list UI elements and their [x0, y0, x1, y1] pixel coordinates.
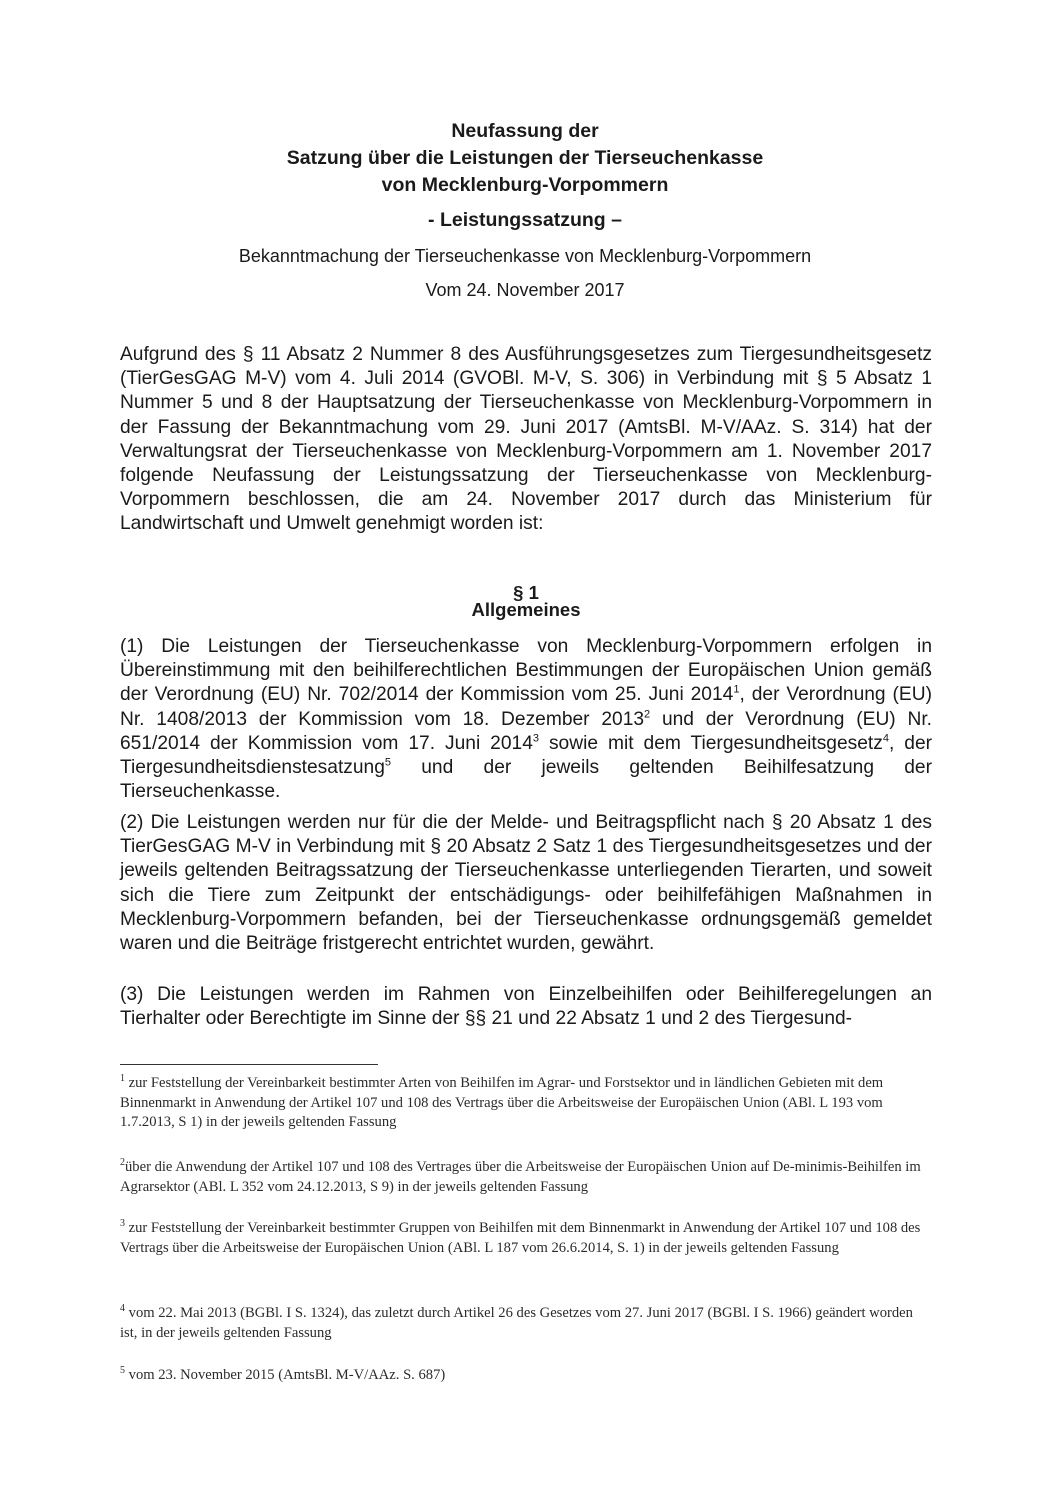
footnote-mark: 5 — [120, 1365, 125, 1377]
announcement: Bekanntmachung der Tierseuchenkasse von Mecklenburg-Vorpommern — [238, 246, 812, 266]
footnote-4 — [120, 1304, 932, 1343]
footnote-divider — [120, 1064, 378, 1065]
footnote-ref-3: 3 — [532, 732, 539, 745]
title-line-2: Satzung über die Leistungen der Tierseuchenkasse — [286, 147, 764, 169]
footnote-1 — [120, 1074, 932, 1133]
footnote-text: vom 22. Mai 2013 (BGBl. I S. 1324), das zuletzt durch Artikel 26 des Gesetzes vom 27. Juni 2017 (BGBl. I S. 1966) geändert worden ist, in der jeweils geltenden Fassung — [120, 1305, 913, 1341]
footnote-text: zur Feststellung der Vereinbarkeit bestimmter Arten von Beihilfen im Agrar- und Forstsektor und in ländlichen Gebieten mit dem Binnenmarkt in Anwendung der Artikel 107 und 108 des Vertrags über die Arbeitsweise der Europäischen Union (ABl. L 193 vom 1.7.2013, S 1) in der jeweils geltenden Fassung — [120, 1075, 884, 1130]
footnote-text: über die Anwendung der Artikel 107 und 108 des Vertrages über die Arbeitsweise der Europäischen Union auf De-minimis-Beihilfen im Agrarsektor (ABl. L 352 vom 24.12.2013, S 9) in der jeweils geltenden Fassung — [120, 1159, 921, 1195]
footnote-text: vom 23. November 2015 (AmtsBl. M-V/AAz. S. 687) — [125, 1367, 446, 1383]
p1-text-a: (1) Die Leistungen der Tierseuchenkasse von Mecklenburg-Vorpommern erfolgen in Übereinstimmung mit den beihilferechtlichen Bestimmungen der Europäischen Union gemäß der Verordnung (EU) Nr. 702/2014 der Kommission vom 25. Juni 2014 — [120, 636, 932, 706]
footnote-text: zur Feststellung der Vereinbarkeit bestimmter Gruppen von Beihilfen mit dem Binnenmarkt in Anwendung der Artikel 107 und 108 des Vertrags über die Arbeitsweise der Europäischen Union (ABl. L 187 vom 26.6.2014, S. 1) in der jeweils geltenden Fassung — [120, 1220, 921, 1256]
section-number: § 1 — [513, 582, 539, 603]
publication-date: Vom 24. November 2017 — [425, 280, 625, 300]
p1-text-d: sowie mit dem Tiergesundheitsgesetz — [539, 732, 883, 754]
subtitle: - Leistungssatzung – — [428, 209, 622, 231]
section-title: Allgemeines — [471, 599, 581, 620]
title-block — [120, 118, 930, 301]
p1-text-e: , der Tiergesundheitsdienstesatzung — [120, 732, 933, 779]
p1-text-c: und der Verordnung (EU) Nr. 651/2014 der Kommission vom 17. Juni 2014 — [120, 708, 932, 754]
footnote-mark: 4 — [120, 1303, 125, 1315]
title-line-3: von Mecklenburg-Vorpommern — [381, 174, 669, 196]
title-line-1: Neufassung der — [451, 120, 599, 142]
footnote-5 — [120, 1366, 932, 1386]
footnote-3 — [120, 1219, 932, 1258]
footnote-ref-4: 4 — [882, 732, 889, 745]
p1-text-b: , der Verordnung (EU) Nr. 1408/2013 der Kommission vom 18. Dezember 2013 — [120, 684, 932, 730]
footnote-2 — [120, 1158, 932, 1197]
paragraph-3: (3) Die Leistungen werden im Rahmen von Einzelbeihilfen oder Beihilferegelungen an Tierhalter oder Berechtigte im Sinne der §§ 21 und 22 Absatz 1 und 2 des Tiergesund- — [120, 984, 932, 1030]
intro-paragraph: Aufgrund des § 11 Absatz 2 Nummer 8 des Ausführungsgesetzes zum Tiergesundheitsgesetz (TierGesGAG M-V) vom 4. Juli 2014 (GVOBl. M-V, S. 306) in Verbindung mit § 5 Absatz 1 Nummer 5 und 8 der Hauptsatzung der Tierseuchenkasse von Mecklenburg-Vorpommern in der Fassung der Bekanntmachung vom 29. Juni 2017 (AmtsBl. M-V/AAz. S. 314) hat der Verwaltungsrat der Tierseuchenkasse von Mecklenburg-Vorpommern am 1. November 2017 folgende Neufassung der Leistungssatzung der Tierseuchenkasse von Mecklenburg-Vorpommern beschlossen, die am 24. November 2017 durch das Ministerium für Landwirtschaft und Umwelt genehmigt worden ist: — [120, 344, 932, 535]
paragraph-1 — [120, 635, 932, 804]
footnote-mark: 1 — [120, 1073, 125, 1085]
footnote-ref-2: 2 — [644, 708, 651, 721]
p1-text-f: und der jeweils geltenden Beihilfesatzung der Tierseuchenkasse. — [120, 757, 932, 803]
footnote-ref-1: 1 — [733, 684, 740, 697]
footnote-mark: 3 — [120, 1218, 125, 1230]
footnote-mark: 2 — [120, 1157, 125, 1169]
footnote-ref-5: 5 — [384, 756, 392, 769]
paragraph-2: (2) Die Leistungen werden nur für die der Melde- und Beitragspflicht nach § 20 Absatz 1 des TierGesGAG M-V in Verbindung mit § 20 Absatz 2 Satz 1 des Tiergesundheitsgesetzes und der jeweils geltenden Beitragssatzung der Tierseuchenkasse unterliegenden Tierarten, und soweit sich die Tiere zum Zeitpunkt der entschädigungs- oder beihilfefähigen Maßnahmen in Mecklenburg-Vorpommern befanden, bei der Tierseuchenkasse ordnungsgemäß gemeldet waren und die Beiträge fristgerecht entrichtet wurden, gewährt. — [120, 812, 932, 955]
